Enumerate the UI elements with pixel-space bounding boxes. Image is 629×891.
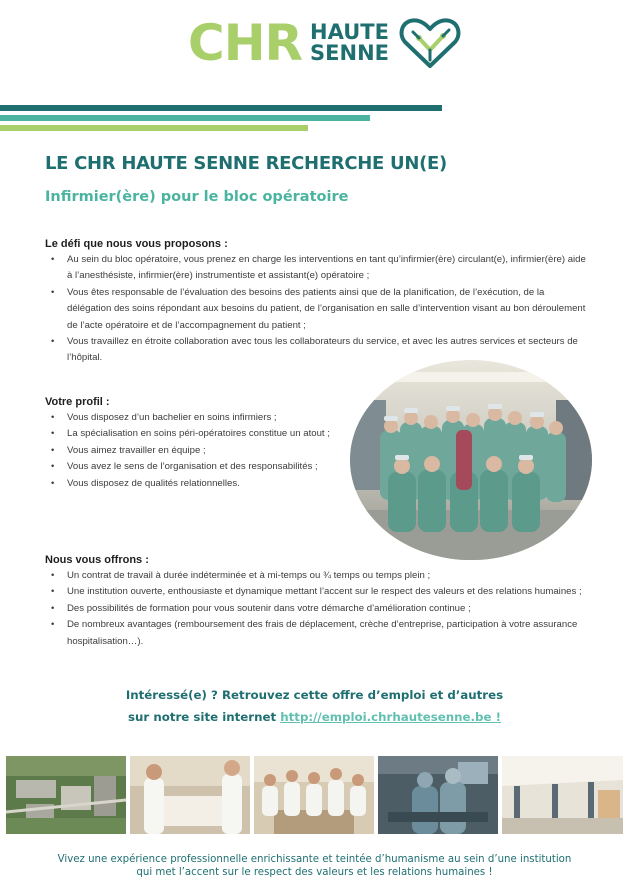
header-band-dark (0, 105, 442, 111)
photo-aerial-hospital (6, 756, 126, 834)
list-item: • Vous avez le sens de l’organisation et des responsabilités ; (45, 459, 350, 475)
cta-line-2 (0, 706, 629, 728)
list-item: • Au sein du bloc opératoire, vous prenez en charge les interventions en tant qu’infirmier(ère) circulant(e), infirmier(ère) aide à l’anesthésiste, infirmier(ère) instrumentiste et assistant(e) opératoire ; (45, 252, 590, 285)
list-item: • Une institution ouverte, enthousiaste et dynamique mettant l’accent sur le respect des valeurs et des relations humaines ; (45, 584, 585, 600)
section-heading-profile: Votre profil : (45, 396, 110, 408)
list-item: • Un contrat de travail à durée indéterminée et à mi-temps ou ¾ temps ou temps plein ; (45, 568, 585, 584)
section-challenge (45, 237, 590, 367)
cta-prefix: sur notre site internet (127, 710, 281, 724)
footer-line-1: Vivez une expérience professionnelle enrichissante et teintée d’humanisme au sein d’une institution (57, 854, 572, 865)
logo-haute-senne (310, 22, 389, 64)
list-item: • Vous travaillez en étroite collaboration avec tous les collaborateurs du service, et avec les autres services et secteurs de l’hôpital. (45, 334, 590, 367)
list-item: • De nombreux avantages (remboursement des frais de déplacement, crèche d’entreprise, participation à votre assurance hospitalisation…). (45, 617, 585, 650)
header-band-teal (0, 115, 370, 121)
page-title: LE CHR HAUTE SENNE RECHERCHE UN(E) (45, 153, 447, 174)
section-heading-offer: Nous vous offrons : (45, 554, 149, 566)
list-item: • Des possibilités de formation pour vous soutenir dans votre démarche d’amélioration continue ; (45, 601, 585, 617)
photo-team-office (254, 756, 374, 834)
challenge-list (45, 252, 590, 367)
job-title: Infirmier(ère) pour le bloc opératoire (45, 189, 349, 205)
list-item: • Vous disposez de qualités relationnelles. (45, 476, 350, 492)
list-item: • Vous êtes responsable de l’évaluation des besoins des patients ainsi que de la planification, de l’exécution, de la délégation des soins répondant aux besoins du patient, de l’organisation en salle d’intervention visant au bon déroulement de l’acte opératoire et de l’accompagnement du patient ; (45, 285, 590, 334)
logo-line-senne: SENNE (310, 41, 390, 65)
cta-line-1: Intéressé(e) ? Retrouvez cette offre d’emploi et d’autres (125, 688, 504, 702)
photo-surgery (378, 756, 498, 834)
heart-circuit-icon (399, 16, 461, 70)
logo-line-haute: HAUTE (310, 20, 389, 44)
profile-list (45, 410, 350, 492)
section-offer (45, 553, 585, 650)
header-band-green (0, 125, 308, 131)
section-heading-challenge: Le défi que nous vous proposons : (45, 238, 228, 250)
logo-chr-text: CHR (188, 14, 303, 72)
list-item: • La spécialisation en soins péri-opératoires constitue un atout ; (45, 426, 350, 442)
photo-nurses-bed (130, 756, 250, 834)
photo-hospital-hall (502, 756, 623, 834)
footer-line-2: qui met l’accent sur le respect des valeurs et les relations humaines ! (136, 867, 493, 878)
cta-suffix: ! (491, 710, 501, 724)
offer-list (45, 568, 585, 650)
list-item: • Vous disposez d’un bachelier en soins infirmiers ; (45, 410, 350, 426)
section-profile (45, 395, 350, 492)
list-item: • Vous aimez travailler en équipe ; (45, 443, 350, 459)
jobs-website-link[interactable]: http://emploi.chrhautesenne.be (280, 710, 492, 724)
logo (188, 14, 461, 72)
team-photo-illustration (350, 360, 592, 560)
team-photo (350, 360, 592, 560)
